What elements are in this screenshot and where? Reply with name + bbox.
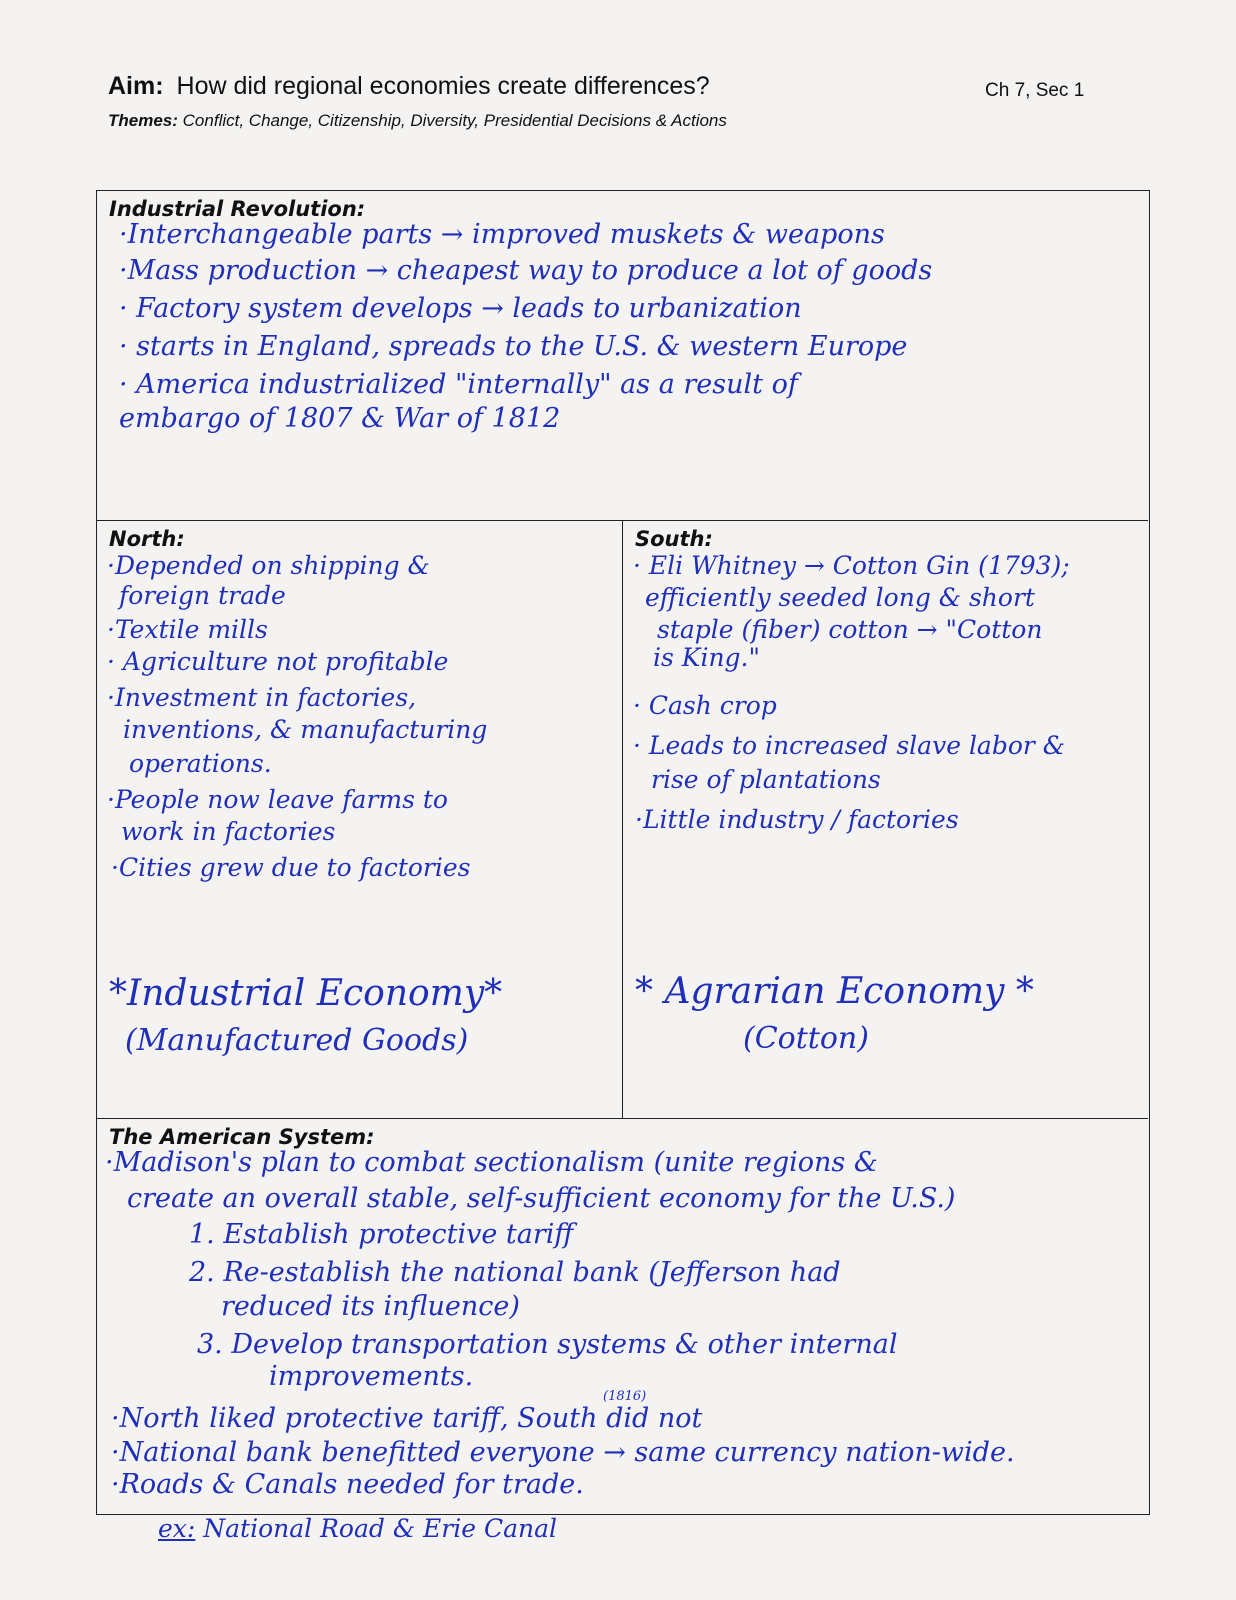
note-line: · Leads to increased slave labor &	[633, 731, 1066, 760]
note-line: ·Interchangeable parts → improved muskets & weapons	[119, 219, 885, 250]
note-line: is King."	[653, 643, 760, 672]
example-line	[158, 1514, 557, 1543]
themes-label: Themes:	[108, 111, 178, 130]
note-line: ·Roads & Canals needed for trade.	[111, 1469, 584, 1500]
note-line: 1. Establish protective tariff	[189, 1219, 574, 1250]
note-line: create an overall stable, self-sufficient economy for the U.S.)	[127, 1183, 956, 1214]
economy-label: *Industrial Economy*	[109, 973, 503, 1014]
note-line: ·North liked protective tariff, South did not	[111, 1403, 703, 1434]
note-line: ·Textile mills	[107, 615, 268, 644]
note-line: inventions, & manufacturing	[123, 715, 488, 744]
south-section	[623, 521, 1148, 1119]
note-line: ·Little industry / factories	[635, 805, 959, 834]
note-line: efficiently seeded long & short	[645, 583, 1035, 612]
note-line: ·Depended on shipping &	[107, 551, 430, 580]
industrial-revolution-section	[97, 191, 1148, 521]
note-line: 2. Re-establish the national bank (Jefferson had	[189, 1257, 841, 1288]
note-line: improvements.	[269, 1361, 474, 1392]
note-line: rise of plantations	[651, 765, 881, 794]
section-heading: Industrial Revolution:	[109, 197, 366, 221]
themes-line	[108, 111, 727, 131]
note-line: · Factory system develops → leads to urbanization	[119, 293, 802, 324]
note-line: · starts in England, spreads to the U.S. & western Europe	[119, 331, 908, 362]
aim-line	[108, 70, 1108, 102]
note-line: operations.	[129, 749, 272, 778]
note-line: reduced its influence)	[221, 1291, 520, 1322]
page-header	[108, 70, 1108, 102]
tariff-year-note: (1816)	[603, 1389, 647, 1404]
note-line: work in factories	[121, 817, 336, 846]
economy-label: * Agrarian Economy *	[635, 971, 1034, 1012]
north-section	[97, 521, 623, 1119]
note-line: ·Investment in factories,	[107, 683, 417, 712]
note-line: foreign trade	[119, 581, 286, 610]
note-line: · Agriculture not profitable	[107, 647, 449, 676]
american-system-section	[97, 1119, 1148, 1514]
aim-label: Aim:	[108, 72, 164, 100]
notes-grid	[96, 190, 1150, 1515]
section-heading: North:	[109, 527, 185, 551]
note-line: ·Madison's plan to combat sectionalism (unite regions &	[105, 1147, 878, 1178]
note-line: 3. Develop transportation systems & other internal	[197, 1329, 898, 1360]
note-line: embargo of 1807 & War of 1812	[119, 403, 561, 434]
note-line: · Cash crop	[633, 691, 777, 720]
chapter-section: Ch 7, Sec 1	[985, 80, 1085, 101]
themes-text: Conflict, Change, Citizenship, Diversity, Presidential Decisions & Actions	[182, 111, 727, 130]
note-line: ·Cities grew due to factories	[111, 853, 471, 882]
note-line: ·People now leave farms to	[107, 785, 448, 814]
note-line: · America industrialized "internally" as a result of	[119, 369, 798, 400]
economy-sub-label: (Manufactured Goods)	[125, 1023, 469, 1058]
example-text: National Road & Erie Canal	[203, 1514, 558, 1543]
economy-sub-label: (Cotton)	[743, 1021, 869, 1056]
note-line: ·National bank benefitted everyone → same currency nation-wide.	[111, 1437, 1015, 1468]
note-line: ·Mass production → cheapest way to produce a lot of goods	[119, 255, 933, 286]
aim-question: How did regional economies create differences?	[176, 72, 710, 100]
example-label: ex:	[158, 1514, 196, 1543]
note-line: · Eli Whitney → Cotton Gin (1793);	[633, 551, 1070, 580]
note-line: staple (fiber) cotton → "Cotton	[657, 615, 1043, 644]
section-heading: South:	[635, 527, 713, 551]
section-heading: The American System:	[109, 1125, 375, 1149]
